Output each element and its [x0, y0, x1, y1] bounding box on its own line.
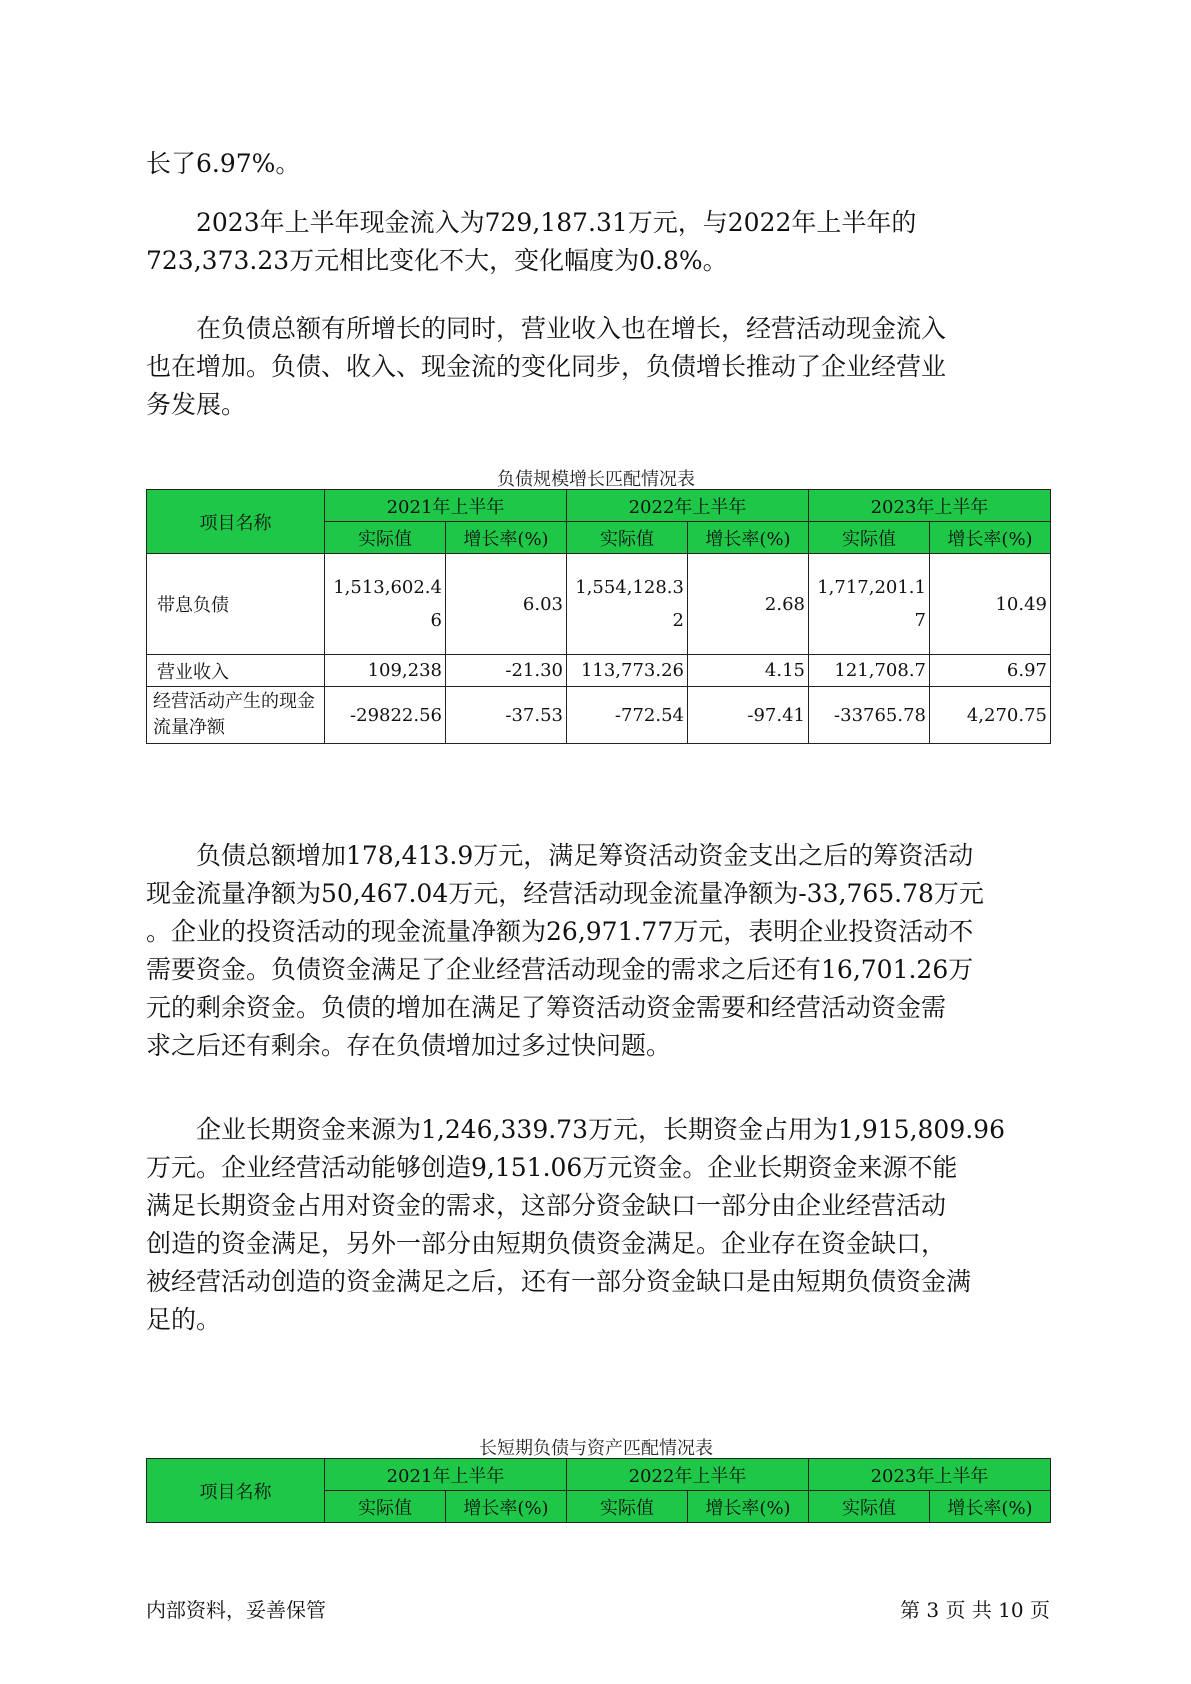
- table-cell: 10.49: [930, 554, 1051, 655]
- table-cell: -21.30: [446, 655, 567, 687]
- table-row: [147, 687, 1051, 744]
- table-subheader: 增长率(%): [930, 522, 1051, 554]
- paragraph-long-term-funds: [146, 1111, 1046, 1339]
- table-row: [147, 554, 1051, 655]
- text-line: 务发展。: [146, 390, 247, 419]
- table-subheader: 实际值: [809, 1491, 930, 1523]
- table-subheader: 增长率(%): [446, 522, 567, 554]
- table-caption: 负债规模增长匹配情况表: [497, 469, 695, 490]
- row-label: 营业收入: [147, 655, 325, 687]
- table-cell: 4.15: [688, 655, 809, 687]
- table-cell: 4,270.75: [930, 687, 1051, 744]
- table-subheader: 实际值: [325, 1491, 446, 1523]
- paragraph-debt-increase: [146, 837, 1046, 1065]
- table-cell: -29822.56: [325, 687, 446, 744]
- table-header-period: 2021年上半年: [325, 1459, 567, 1491]
- table-subheader: 实际值: [567, 1491, 688, 1523]
- footer-confidential-note: 内部资料，妥善保管: [146, 1598, 326, 1622]
- paragraph-debt-growth: [146, 310, 1046, 424]
- table-header-item: 项目名称: [147, 490, 325, 554]
- text-line: 也在增加。负债、收入、现金流的变化同步，负债增长推动了企业经营业: [146, 352, 947, 381]
- text-line: 在负债总额有所增长的同时，营业收入也在增长，经营活动现金流入: [196, 314, 947, 343]
- table-row: [147, 655, 1051, 687]
- text-line: 被经营活动创造的资金满足之后，还有一部分资金缺口是由短期负债资金满: [146, 1267, 972, 1296]
- text-line: 现金流量净额为50,467.04万元，经营活动现金流量净额为-33,765.78万元: [146, 879, 984, 908]
- text-line: 万元。企业经营活动能够创造9,151.06万元资金。企业长期资金来源不能: [146, 1153, 958, 1182]
- table-cell: 6.03: [446, 554, 567, 655]
- text-line: 。企业的投资活动的现金流量净额为26,971.77万元，表明企业投资活动不: [146, 917, 974, 946]
- table-subheader: 实际值: [325, 522, 446, 554]
- table-cell: 2.68: [688, 554, 809, 655]
- table-header-period: 2022年上半年: [567, 1459, 809, 1491]
- table-cell: 1,717,201.17: [809, 554, 930, 655]
- table-cell: 1,513,602.46: [325, 554, 446, 655]
- table-header-period: 2023年上半年: [809, 1459, 1051, 1491]
- text-line: 负债总额增加178,413.9万元，满足筹资活动资金支出之后的筹资活动: [196, 841, 974, 870]
- table-cell: 113,773.26: [567, 655, 688, 687]
- table-cell: -772.54: [567, 687, 688, 744]
- paragraph-cash-inflow: [146, 204, 1046, 280]
- table-cell: -97.41: [688, 687, 809, 744]
- text-line: 2023年上半年现金流入为729,187.31万元，与2022年上半年的: [196, 208, 917, 237]
- table-header-period: 2021年上半年: [325, 490, 567, 522]
- paragraph-continuation: [146, 145, 1046, 183]
- table-subheader: 实际值: [809, 522, 930, 554]
- table-cell: 6.97: [930, 655, 1051, 687]
- text-line: 求之后还有剩余。存在负债增加过多过快问题。: [146, 1031, 672, 1060]
- row-label: 经营活动产生的现金流量净额: [147, 687, 325, 744]
- debt-asset-match-table: [146, 1458, 1051, 1523]
- table-cell: 121,708.7: [809, 655, 930, 687]
- text-line: 企业长期资金来源为1,246,339.73万元，长期资金占用为1,915,809.96: [196, 1115, 1005, 1144]
- table-subheader: 增长率(%): [930, 1491, 1051, 1523]
- table-subheader: 增长率(%): [688, 1491, 809, 1523]
- table-header-period: 2022年上半年: [567, 490, 809, 522]
- table-cell: -33765.78: [809, 687, 930, 744]
- table-header-period: 2023年上半年: [809, 490, 1051, 522]
- table-subheader: 实际值: [567, 522, 688, 554]
- text-line: 723,373.23万元相比变化不大，变化幅度为0.8%。: [146, 246, 728, 275]
- table-cell: 1,554,128.32: [567, 554, 688, 655]
- table-cell: -37.53: [446, 687, 567, 744]
- table-subheader: 增长率(%): [688, 522, 809, 554]
- debt-scale-table: [146, 489, 1051, 744]
- footer-page-number: 第 3 页 共 10 页: [900, 1598, 1050, 1622]
- text-line: 创造的资金满足，另外一部分由短期负债资金满足。企业存在资金缺口，: [146, 1229, 947, 1258]
- table-subheader: 增长率(%): [446, 1491, 567, 1523]
- table-cell: 109,238: [325, 655, 446, 687]
- table-caption: 长短期负债与资产匹配情况表: [479, 1438, 713, 1459]
- row-label: 带息负债: [147, 554, 325, 655]
- text-line: 需要资金。负债资金满足了企业经营活动现金的需求之后还有16,701.26万: [146, 955, 974, 984]
- text-line: 足的。: [146, 1305, 222, 1334]
- text-line: 元的剩余资金。负债的增加在满足了筹资活动资金需要和经营活动资金需: [146, 993, 947, 1022]
- table-header-item: 项目名称: [147, 1459, 325, 1523]
- text-line: 长了6.97%。: [146, 149, 301, 178]
- text-line: 满足长期资金占用对资金的需求，这部分资金缺口一部分由企业经营活动: [146, 1191, 947, 1220]
